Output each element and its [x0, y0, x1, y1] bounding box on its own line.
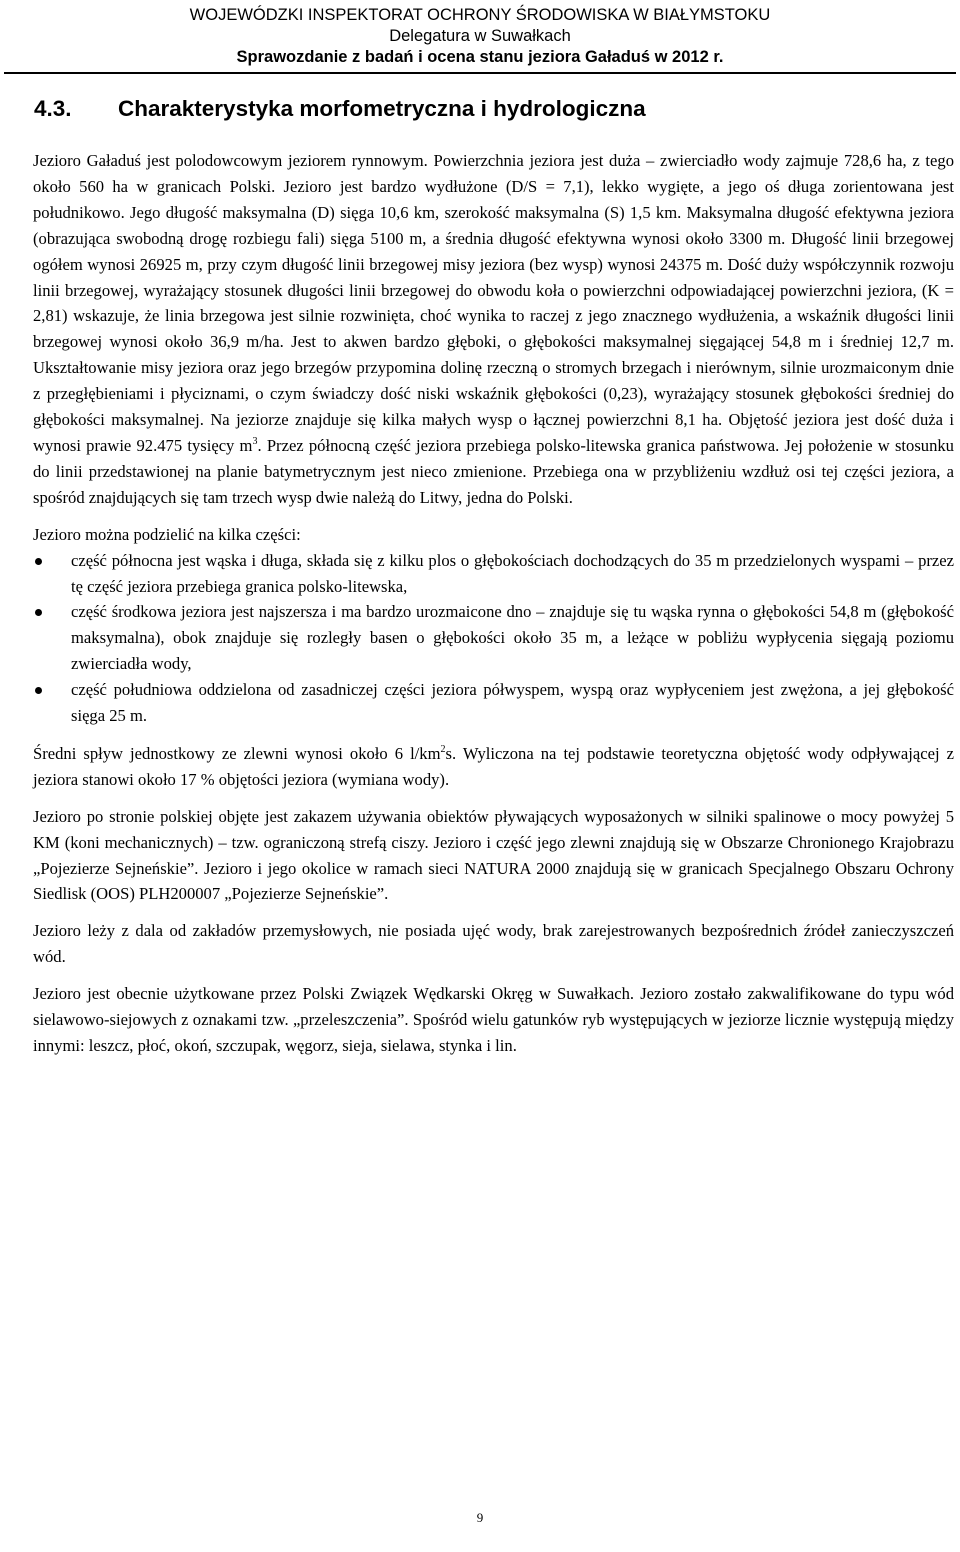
- lake-parts-list: [33, 548, 954, 729]
- paragraph-runoff-text-a: Średni spływ jednostkowy ze zlewni wynosi około 6 l/km: [33, 743, 441, 763]
- document-body: [33, 148, 954, 1070]
- bullet-icon: [35, 558, 42, 565]
- header-divider: [4, 72, 956, 74]
- superscript-cubed: 3: [252, 435, 258, 447]
- paragraph-runoff: [33, 741, 954, 793]
- paragraph-morphometry-text-a: Jezioro Gaładuś jest polodowcowym jeziorem rynnowym. Powierzchnia jeziora jest duża – zwierciadło wody zajmuje 728,6 ha, z tego około 560 ha w granicach Polski. Jezioro jest bardzo wydłużone (D/S = 7,1), lekko wygięte, a jego oś długa zorientowana jest południkowo. Jego długość maksymalna (D) sięga 10,6 km, szerokość maksymalna (S) 1,5 km. Maksymalna długość efektywna jeziora (obrazująca swobodną drogę rozbiegu fali) sięga 5100 m, a średnia długość efektywna wynosi około 3300 m. Długość linii brzegowej ogółem wynosi 26925 m, przy czym długość linii brzegowej misy jeziora (bez wysp) wynosi 24375 m. Dość duży współczynnik rozwoju linii brzegowej, wyrażający stosunek długości linii brzegowej do obwodu koła o powierzchni odpowiadającej powierzchni jeziora, (K = 2,81) wskazuje, że linia brzegowa jest silnie rozwinięta, choć wynika to raczej z jego znacznego wydłużenia, a wskaźnik długości linii brzegowej wynosi około 36,9 m/ha. Jest to akwen bardzo głęboki, o głębokości maksymalnej sięgającej 54,8 m i średniej 12,7 m. Ukształtowanie misy jeziora oraz jego brzegów przypomina dolinę rzeczną o stromych brzegach i nierównym, silnie urozmaiconym dnie z przegłębieniami i płyciznami, o czym świadczy dość niski wskaźnik głębokości (0,23), wyrażający stosunek głębokości średniej do głębokości maksymalnej. Na jeziorze znajduje się kilka małych wysp o łącznej powierzchni 8,1 ha. Objętość jeziora jest dość duża i wynosi prawie 92.475 tysięcy m: [33, 151, 954, 455]
- list-item: [33, 548, 954, 600]
- header-delegation: Delegatura w Suwałkach: [389, 27, 571, 45]
- paragraph-pollution: Jezioro leży z dala od zakładów przemysłowych, nie posiada ujęć wody, brak zarejestrowanych bezpośrednich źródeł zanieczyszczeń wód.: [33, 921, 954, 967]
- header-report-title: Sprawozdanie z badań i ocena stanu jeziora Gaładuś w 2012 r.: [236, 48, 724, 66]
- paragraph-morphometry: [33, 148, 954, 511]
- superscript-squared: 2: [440, 743, 446, 755]
- bullet-icon: [35, 609, 42, 616]
- list-item: [33, 677, 954, 729]
- paragraph-morphometry-text-b: . Przez północną część jeziora przebiega polsko-litewska granica państwowa. Jej położenie w stosunku do linii przedstawionej na planie batymetrycznym jest nieco zmienione. Przebiega ona w przybliżeniu wzdłuż osi tej części jeziora, a spośród znajdujących się tam trzech wysp dwie należą do Litwy, jedna do Polski.: [33, 435, 954, 507]
- list-item-text: część środkowa jeziora jest najszersza i ma bardzo urozmaicone dno – znajduje się tu wąska rynna o głębokości 54,8 m (głębokość maksymalna), obok znajduje się rozległy basen o głębokości około 35 m, a leżące w pobliżu wypłycenia sięgają poziomu zwierciadła wody,: [71, 602, 954, 674]
- section-number: 4.3.: [34, 96, 72, 121]
- paragraph-runoff-text-b: s. Wyliczona na tej podstawie teoretyczna objętość wody odpływającej z jeziora stanowi około 17 % objętości jeziora (wymiana wody).: [33, 743, 954, 789]
- document-header: [0, 5, 960, 68]
- page-number: 9: [476, 1510, 484, 1525]
- list-intro: Jezioro można podzielić na kilka części:: [33, 524, 301, 544]
- list-item-text: część północna jest wąska i długa, składa się z kilku plos o głębokościach dochodzących do 35 m przedzielonych wyspami – przez tę część jeziora przebiega granica polsko-litewska,: [71, 550, 954, 596]
- paragraph-fishery: Jezioro jest obecnie użytkowane przez Polski Związek Wędkarski Okręg w Suwałkach. Jezioro zostało zakwalifikowane do typu wód sielawowo-siejowych z oznakami tzw. „przeleszczenia”. Spośród wielu gatunków ryb występujących w jeziorze licznie występują między innymi: leszcz, płoć, okoń, szczupak, węgorz, sieja, sielawa, stynka i lin.: [33, 984, 954, 1055]
- bullet-icon: [35, 687, 42, 694]
- section-heading: [34, 94, 646, 124]
- list-item-text: część południowa oddzielona od zasadniczej części jeziora półwyspem, wyspą oraz wypłyceniem jest zwężona, a jej głębokość sięga 25 m.: [71, 680, 954, 726]
- paragraph-protection: Jezioro po stronie polskiej objęte jest zakazem używania obiektów pływających wyposażonych w silniki spalinowe o mocy powyżej 5 KM (koni mechanicznych) – tzw. ograniczoną strefą ciszy. Jezioro i część jego zlewni znajdują się w Obszarze Chronionego Krajobrazu „Pojezierze Sejneńskie”. Jezioro i jego okolice w ramach sieci NATURA 2000 znajdują się w granicach Specjalnego Obszaru Ochrony Siedlisk (OOS) PLH200007 „Pojezierze Sejneńskie”.: [33, 806, 954, 904]
- section-title: Charakterystyka morfometryczna i hydrologiczna: [118, 96, 646, 121]
- list-item: [33, 599, 954, 677]
- header-institution: WOJEWÓDZKI INSPEKTORAT OCHRONY ŚRODOWISKA W BIAŁYMSTOKU: [189, 6, 771, 24]
